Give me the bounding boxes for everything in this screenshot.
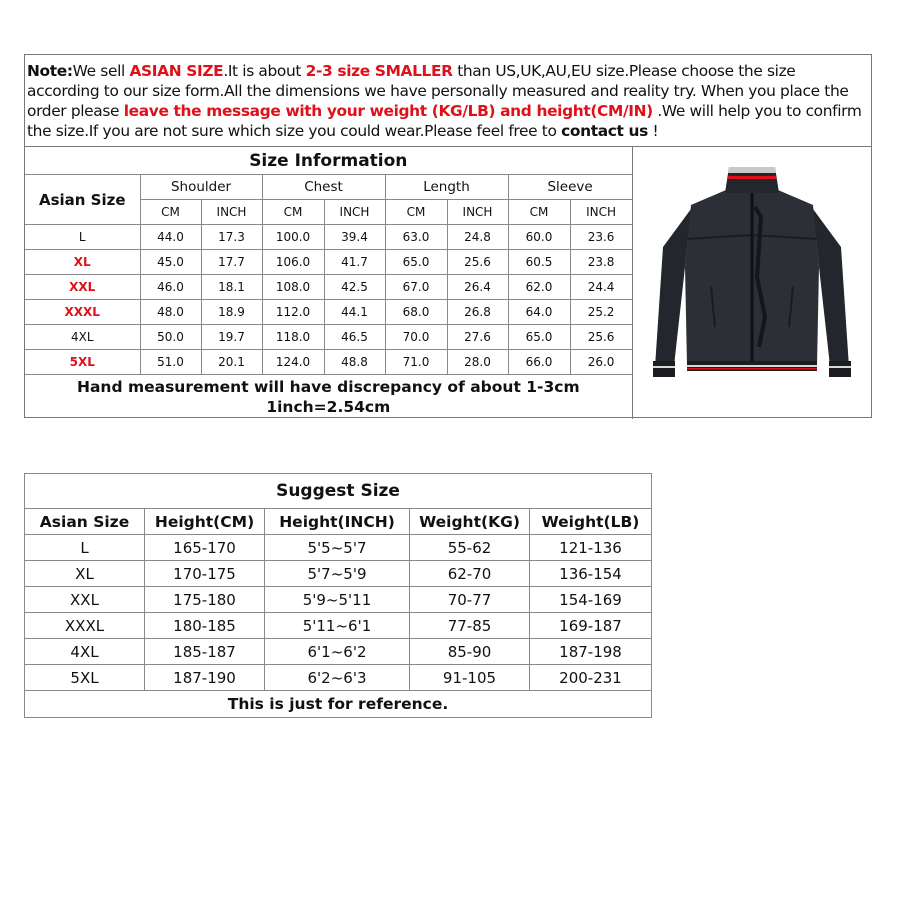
note-asian-size: ASIAN SIZE	[129, 62, 224, 80]
measurement-cell: 62.0	[508, 275, 570, 300]
note-contact-us: contact us	[561, 122, 648, 140]
measurement-cell: 23.6	[570, 225, 632, 250]
suggest-row	[25, 535, 652, 561]
suggest-row	[25, 613, 652, 639]
note-text-1: We sell	[72, 62, 130, 80]
suggest-cell: 5'5~5'7	[265, 535, 410, 561]
suggest-cell: 6'1~6'2	[265, 639, 410, 665]
unit-header: INCH	[570, 200, 632, 225]
measurement-cell: 25.6	[570, 325, 632, 350]
size-info-row	[25, 300, 632, 325]
measurement-cell: 60.5	[508, 250, 570, 275]
measurement-cell: 26.8	[447, 300, 508, 325]
unit-header: INCH	[201, 200, 262, 225]
measurement-cell: 63.0	[385, 225, 447, 250]
measurement-cell: 51.0	[140, 350, 201, 375]
suggest-cell: 154-169	[530, 587, 652, 613]
size-info-row	[25, 325, 632, 350]
measurement-cell: 100.0	[262, 225, 324, 250]
measurement-cell: 106.0	[262, 250, 324, 275]
note-text-2: .It is about	[223, 62, 306, 80]
measurement-cell: 66.0	[508, 350, 570, 375]
measurement-cell: 25.2	[570, 300, 632, 325]
suggest-cell: 185-187	[145, 639, 265, 665]
measurement-cell: 46.0	[140, 275, 201, 300]
size-note	[25, 55, 871, 147]
measurement-disclaimer	[25, 375, 632, 420]
note-text-3: than US,UK,AU,EU size.Please choose the size according to our size form.All the dimensions we have personally measured and reality try. When you place the order please	[27, 62, 849, 120]
size-label: XXL	[25, 275, 140, 300]
unit-header: CM	[508, 200, 570, 225]
unit-header: CM	[385, 200, 447, 225]
measurement-cell: 48.8	[324, 350, 385, 375]
suggest-cell: 55-62	[410, 535, 530, 561]
unit-header: INCH	[447, 200, 508, 225]
suggest-cell: 85-90	[410, 639, 530, 665]
suggest-size-label: XXL	[25, 587, 145, 613]
measurement-cell: 17.7	[201, 250, 262, 275]
size-info-title: Size Information	[25, 147, 632, 175]
measurement-cell: 44.0	[140, 225, 201, 250]
measurement-cell: 26.4	[447, 275, 508, 300]
size-label: XXXL	[25, 300, 140, 325]
suggest-size-table	[24, 473, 652, 718]
size-label: XL	[25, 250, 140, 275]
measurement-cell: 45.0	[140, 250, 201, 275]
suggest-size-label: L	[25, 535, 145, 561]
measurement-cell: 17.3	[201, 225, 262, 250]
size-info-panel	[24, 54, 872, 418]
suggest-cell: 187-198	[530, 639, 652, 665]
inch-conversion-note: 1inch=2.54cm	[266, 398, 391, 416]
measurement-cell: 19.7	[201, 325, 262, 350]
size-label: L	[25, 225, 140, 250]
suggest-cell: 200-231	[530, 665, 652, 691]
measurement-cell: 112.0	[262, 300, 324, 325]
measurement-cell: 25.6	[447, 250, 508, 275]
measurement-cell: 24.8	[447, 225, 508, 250]
suggest-header: Weight(LB)	[530, 509, 652, 535]
measurement-cell: 70.0	[385, 325, 447, 350]
measurement-cell: 118.0	[262, 325, 324, 350]
note-text-4: .We will help you to confirm the size.If you are not sure which size you could wear.Please feel free to	[27, 102, 862, 140]
suggest-cell: 5'7~5'9	[265, 561, 410, 587]
suggest-cell: 5'11~6'1	[265, 613, 410, 639]
measurement-cell: 28.0	[447, 350, 508, 375]
asian-size-header: Asian Size	[25, 175, 140, 225]
size-info-table	[25, 147, 633, 419]
suggest-header: Height(INCH)	[265, 509, 410, 535]
size-info-row	[25, 225, 632, 250]
note-label: Note:	[27, 62, 73, 80]
sleeve-header: Sleeve	[508, 175, 632, 200]
size-label: 5XL	[25, 350, 140, 375]
measurement-cell: 41.7	[324, 250, 385, 275]
measurement-cell: 67.0	[385, 275, 447, 300]
suggest-row	[25, 665, 652, 691]
measurement-cell: 24.4	[570, 275, 632, 300]
suggest-cell: 62-70	[410, 561, 530, 587]
unit-header: CM	[262, 200, 324, 225]
suggest-row	[25, 561, 652, 587]
measurement-cell: 23.8	[570, 250, 632, 275]
suggest-header: Weight(KG)	[410, 509, 530, 535]
suggest-cell: 187-190	[145, 665, 265, 691]
note-text-5: !	[647, 122, 659, 140]
jacket-photo-icon	[633, 147, 871, 417]
size-label: 4XL	[25, 325, 140, 350]
suggest-size-label: 5XL	[25, 665, 145, 691]
measurement-cell: 108.0	[262, 275, 324, 300]
measurement-cell: 20.1	[201, 350, 262, 375]
measurement-cell: 27.6	[447, 325, 508, 350]
suggest-cell: 169-187	[530, 613, 652, 639]
suggest-cell: 121-136	[530, 535, 652, 561]
chest-header: Chest	[262, 175, 385, 200]
suggest-cell: 136-154	[530, 561, 652, 587]
measurement-cell: 65.0	[508, 325, 570, 350]
measurement-cell: 48.0	[140, 300, 201, 325]
product-photo-cell	[632, 147, 871, 417]
suggest-cell: 6'2~6'3	[265, 665, 410, 691]
measurement-cell: 65.0	[385, 250, 447, 275]
measurement-cell: 42.5	[324, 275, 385, 300]
size-info-rows	[25, 225, 632, 375]
suggest-cell: 77-85	[410, 613, 530, 639]
note-leave-message: leave the message with your weight (KG/LB) and height(CM/IN)	[123, 102, 653, 120]
suggest-size-rows	[25, 535, 652, 691]
size-info-row	[25, 350, 632, 375]
measurement-cell: 60.0	[508, 225, 570, 250]
suggest-cell: 180-185	[145, 613, 265, 639]
size-info-row	[25, 250, 632, 275]
suggest-cell: 91-105	[410, 665, 530, 691]
suggest-size-title: Suggest Size	[25, 474, 652, 509]
measurement-cell: 44.1	[324, 300, 385, 325]
suggest-header: Height(CM)	[145, 509, 265, 535]
unit-header: INCH	[324, 200, 385, 225]
suggest-cell: 165-170	[145, 535, 265, 561]
suggest-header: Asian Size	[25, 509, 145, 535]
discrepancy-note: Hand measurement will have discrepancy of about 1-3cm	[77, 378, 580, 396]
shoulder-header: Shoulder	[140, 175, 262, 200]
length-header: Length	[385, 175, 508, 200]
measurement-cell: 18.1	[201, 275, 262, 300]
measurement-cell: 68.0	[385, 300, 447, 325]
measurement-cell: 64.0	[508, 300, 570, 325]
size-info-row	[25, 275, 632, 300]
suggest-cell: 175-180	[145, 587, 265, 613]
suggest-size-label: XXXL	[25, 613, 145, 639]
measurement-cell: 50.0	[140, 325, 201, 350]
suggest-row	[25, 587, 652, 613]
suggest-cell: 170-175	[145, 561, 265, 587]
suggest-size-label: 4XL	[25, 639, 145, 665]
measurement-cell: 18.9	[201, 300, 262, 325]
reference-note: This is just for reference.	[25, 691, 652, 718]
measurement-cell: 71.0	[385, 350, 447, 375]
measurement-cell: 46.5	[324, 325, 385, 350]
suggest-cell: 5'9~5'11	[265, 587, 410, 613]
measurement-cell: 26.0	[570, 350, 632, 375]
unit-header: CM	[140, 200, 201, 225]
measurement-cell: 124.0	[262, 350, 324, 375]
suggest-size-label: XL	[25, 561, 145, 587]
suggest-cell: 70-77	[410, 587, 530, 613]
suggest-row	[25, 639, 652, 665]
note-size-smaller: 2-3 size SMALLER	[305, 62, 453, 80]
measurement-cell: 39.4	[324, 225, 385, 250]
